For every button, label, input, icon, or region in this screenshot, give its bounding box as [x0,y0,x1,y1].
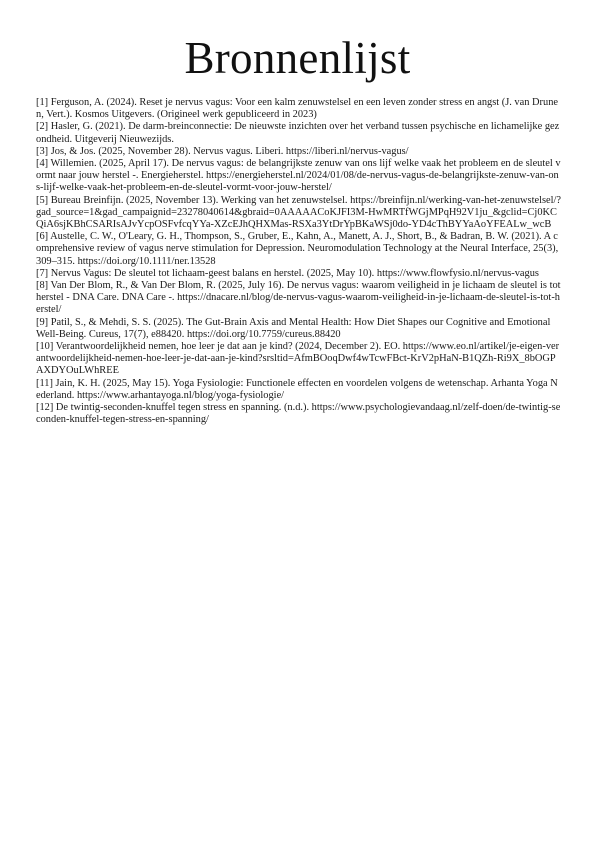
reference-entry: [1] Ferguson, A. (2024). Reset je nervus vagus: Voor een kalm zenuwstelsel en een leven zonder stress en angst (J. van Drunen, Vert.). Kosmos Uitgevers. (Origineel werk gepubliceerd in 2023) [36,97,559,121]
reference-list [36,97,562,426]
reference-entry: [10] Verantwoordelijkheid nemen, hoe leer je dat aan je kind? (2024, December 2). EO. https://www.eo.nl/artikel/je-eigen-verantwoordelijkheid-nemen-hoe-leer-je-dat-aan-je-kind?srsltid=AfmBOoqDwf4wTcwFBct-KrV2pHaN-B1QZh-Ri9X_8bOGPAXDYOuLWhREE [36,341,560,377]
reference-entry: [12] De twintig-seconden-knuffel tegen stress en spanning. (n.d.). https://www.psychologievandaag.nl/zelf-doen/de-twintig-seconden-knuffel-tegen-stress-en-spanning/ [36,402,561,426]
reference-entry: [2] Hasler, G. (2021). De darm-breinconnectie: De nieuwste inzichten over het verband tussen psychische en lichamelijke gezondheid. Uitgeverij Nieuwezijds. [36,121,560,145]
reference-entry: [3] Jos, & Jos. (2025, November 28). Nervus vagus. Liberi. https://liberi.nl/nervus-vagus/ [36,145,409,157]
reference-entry: [9] Patil, S., & Mehdi, S. S. (2025). The Gut-Brain Axis and Mental Health: How Diet Shapes our Cognitive and Emotional Well-Being. Cureus, 17(7), e88420. https://doi.org/10.7759/cureus.88420 [36,316,551,340]
reference-entry: [6] Austelle, C. W., O'Leary, G. H., Thompson, S., Gruber, E., Kahn, A., Manett, A. J., Short, B., & Badran, B. W. (2021). A comprehensive review of vagus nerve stimulation for Depression. Neuromodulation Technology at the Neural Interface, 25(3), 309–315. https://doi.org/10.1111/ner.13528 [36,231,559,267]
reference-entry: [7] Nervus Vagus: De sleutel tot lichaam-geest balans en herstel. (2025, May 10). https://www.flowfysio.nl/nervus-vagus [36,267,539,279]
page-title: Bronnenlijst [184,33,411,83]
reference-entry: [5] Bureau Breinfijn. (2025, November 13). Werking van het zenuwstelsel. https://breinfijn.nl/werking-van-het-zenuwstelsel/?gad_source=1&gad_campaignid=23278040614&gbraid=0AAAAACoKJFI3M-HwMRTfWGjMPqH92V1ju_&gclid=Cj0KCQiA6sjKBhCSARIsAJvYcpOSFvfcqYYa-XZcEJhQHXMas-RSXa3YtDrYpBKaWSj0do-YD4cThBYYaAoYFEALw_wcB [36,194,561,231]
reference-entry: [11] Jain, K. H. (2025, May 15). Yoga Fysiologie: Functionele effecten en voordelen volgens de wetenschap. Arhanta Yoga Nederland. https://www.arhantayoga.nl/blog/yoga-fysiologie/ [36,377,558,401]
reference-entry: [8] Van Der Blom, R., & Van Der Blom, R. (2025, July 16). De nervus vagus: waarom veiligheid in je lichaam de sleutel is tot herstel - DNA Care. DNA Care -. https://dnacare.nl/blog/de-nervus-vagus-waarom-veiligheid-in-je-lichaam-de-sleutel-is-tot-herstel/ [36,280,561,316]
reference-entry: [4] Willemien. (2025, April 17). De nervus vagus: de belangrijkste zenuw van ons lijf welke vaak het probleem en de sleutel vormt naar jouw herstel -. Energieherstel. https://energieherstel.nl/2024/01/08/de-nervus-vagus-de-belangrijkste-zenuw-van-ons-lijf-welke-vaak-het-probleem-en-de-sleutel-vormt-voor-jouw-herstel/ [36,158,561,194]
